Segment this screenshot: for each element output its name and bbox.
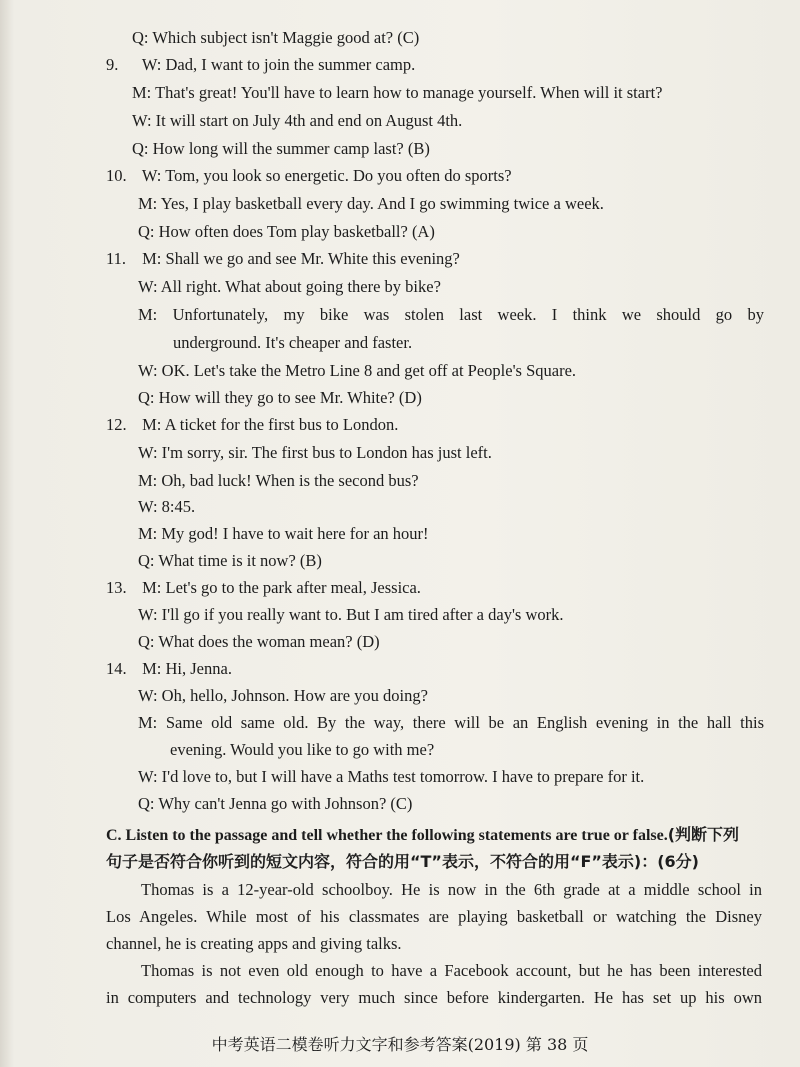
- section-c-heading-line-2: [106, 852, 699, 872]
- speaker-label: M:: [138, 194, 158, 213]
- dialogue-line: [106, 55, 415, 75]
- dialogue-line: [138, 194, 604, 214]
- dialogue-text: underground. It's cheaper and faster.: [173, 333, 413, 352]
- speaker-label: M:: [138, 471, 158, 490]
- dialogue-line: [138, 686, 428, 706]
- question-number: 13.: [106, 578, 127, 597]
- speaker-label: W:: [138, 443, 158, 462]
- speaker-label: W:: [141, 55, 162, 74]
- passage-line: [106, 907, 762, 927]
- speaker-label: W:: [138, 361, 158, 380]
- dialogue-line: [138, 497, 195, 517]
- dialogue-line: [138, 471, 419, 491]
- dialogue-line: [138, 524, 429, 544]
- dialogue-line: [106, 415, 398, 435]
- speaker-label: M:: [132, 83, 152, 102]
- dialogue-line: [138, 794, 412, 814]
- dialogue-text: Oh, bad luck! When is the second bus?: [161, 471, 419, 490]
- speaker-label: Q:: [138, 794, 155, 813]
- dialogue-text: I'm sorry, sir. The first bus to London has just left.: [161, 443, 492, 462]
- dialogue-text: Hi, Jenna.: [165, 659, 232, 678]
- dialogue-text: Unfortunately, my bike was stolen last week. I think we should go by: [172, 305, 764, 324]
- dialogue-line: [138, 443, 492, 463]
- dialogue-text: A ticket for the first bus to London.: [164, 415, 399, 434]
- dialogue-line: [132, 83, 663, 103]
- dialogue-text: Same old same old. By the way, there will be an English evening in the hall this: [165, 713, 765, 732]
- section-c-instruction: 句子是否符合你听到的短文内容，符合的用“T”表示，不符合的用“F”表示)：(6分): [106, 852, 699, 871]
- dialogue-line: [138, 632, 380, 652]
- section-c-heading-cn: (判断下列: [667, 825, 740, 844]
- speaker-label: W:: [138, 277, 158, 296]
- passage-text: Thomas is not even old enough to have a Facebook account, but he has been interested: [141, 961, 762, 980]
- speaker-label: W:: [138, 605, 158, 624]
- speaker-label: M:: [142, 578, 162, 597]
- passage-text: in computers and technology very much since before kindergarten. He has set up his own: [106, 988, 762, 1007]
- passage-line: [106, 988, 762, 1008]
- dialogue-text: It will start on July 4th and end on August 4th.: [155, 111, 463, 130]
- question-number: 9.: [106, 55, 119, 74]
- speaker-label: M:: [138, 713, 158, 732]
- dialogue-line: [106, 166, 512, 186]
- dialogue-text: That's great! You'll have to learn how to manage yourself. When will it start?: [155, 83, 663, 102]
- question-number: 10.: [106, 166, 127, 185]
- dialogue-text: What does the woman mean? (D): [158, 632, 380, 651]
- section-c-heading: [106, 825, 739, 846]
- speaker-label: M:: [138, 524, 158, 543]
- page-footer: 中考英语二模卷听力文字和参考答案(2019) 第 38 页: [211, 1035, 589, 1054]
- dialogue-text: My god! I have to wait here for an hour!: [161, 524, 429, 543]
- dialogue-line: [138, 305, 764, 325]
- dialogue-text: Let's go to the park after meal, Jessica.: [165, 578, 421, 597]
- dialogue-text: How long will the summer camp last? (B): [152, 139, 430, 158]
- dialogue-line: [106, 659, 232, 679]
- speaker-label: Q:: [138, 551, 155, 570]
- dialogue-line: [132, 111, 462, 131]
- dialogue-line: [173, 333, 412, 353]
- section-c-heading-en: C. Listen to the passage and tell whether the following statements are true or false.: [106, 827, 668, 844]
- dialogue-line: [138, 361, 576, 381]
- dialogue-text: Which subject isn't Maggie good at? (C): [152, 28, 420, 47]
- dialogue-text: Oh, hello, Johnson. How are you doing?: [161, 686, 428, 705]
- passage-line: [141, 880, 762, 900]
- passage-line: [106, 934, 402, 954]
- dialogue-line: [106, 578, 421, 598]
- dialogue-text: How will they go to see Mr. White? (D): [158, 388, 422, 407]
- speaker-label: Q:: [138, 388, 155, 407]
- speaker-label: W:: [141, 166, 162, 185]
- speaker-label: M:: [142, 249, 162, 268]
- question-number: 12.: [106, 415, 127, 434]
- speaker-label: W:: [138, 767, 158, 786]
- dialogue-line: [106, 249, 460, 269]
- speaker-label: W:: [132, 111, 152, 130]
- dialogue-text: OK. Let's take the Metro Line 8 and get off at People's Square.: [161, 361, 577, 380]
- dialogue-text: How often does Tom play basketball? (A): [158, 222, 435, 241]
- dialogue-line: [138, 388, 422, 408]
- dialogue-text: evening. Would you like to go with me?: [170, 740, 435, 759]
- dialogue-text: Why can't Jenna go with Johnson? (C): [158, 794, 413, 813]
- speaker-label: M:: [142, 415, 162, 434]
- dialogue-text: I'd love to, but I will have a Maths test tomorrow. I have to prepare for it.: [161, 767, 645, 786]
- dialogue-line: [138, 551, 322, 571]
- dialogue-line: [138, 767, 644, 787]
- speaker-label: Q:: [138, 222, 155, 241]
- dialogue-text: Dad, I want to join the summer camp.: [165, 55, 416, 74]
- speaker-label: Q:: [138, 632, 155, 651]
- passage-text: Thomas is a 12-year-old schoolboy. He is now in the 6th grade at a middle school in: [141, 880, 762, 899]
- dialogue-line: [132, 28, 419, 48]
- dialogue-line: [138, 605, 564, 625]
- dialogue-line: [170, 740, 434, 760]
- question-number: 14.: [106, 659, 127, 678]
- dialogue-line: [138, 277, 441, 297]
- dialogue-text: 8:45.: [161, 497, 196, 516]
- dialogue-line: [138, 713, 764, 733]
- dialogue-line: [132, 139, 430, 159]
- speaker-label: W:: [138, 497, 158, 516]
- speaker-label: W:: [138, 686, 158, 705]
- dialogue-text: Shall we go and see Mr. White this evening?: [165, 249, 460, 268]
- dialogue-text: Yes, I play basketball every day. And I go swimming twice a week.: [160, 194, 604, 213]
- dialogue-text: All right. What about going there by bike?: [160, 277, 441, 296]
- dialogue-text: What time is it now? (B): [158, 551, 322, 570]
- dialogue-text: I'll go if you really want to. But I am tired after a day's work.: [161, 605, 564, 624]
- speaker-label: Q:: [132, 139, 149, 158]
- passage-line: [141, 961, 762, 981]
- speaker-label: M:: [142, 659, 162, 678]
- passage-text: channel, he is creating apps and giving talks.: [106, 934, 402, 953]
- question-number: 11.: [106, 249, 127, 268]
- dialogue-line: [138, 222, 435, 242]
- dialogue-text: Tom, you look so energetic. Do you often do sports?: [165, 166, 512, 185]
- speaker-label: M:: [138, 305, 158, 324]
- speaker-label: Q:: [132, 28, 149, 47]
- passage-text: Los Angeles. While most of his classmates are playing basketball or watching the Disney: [106, 907, 762, 926]
